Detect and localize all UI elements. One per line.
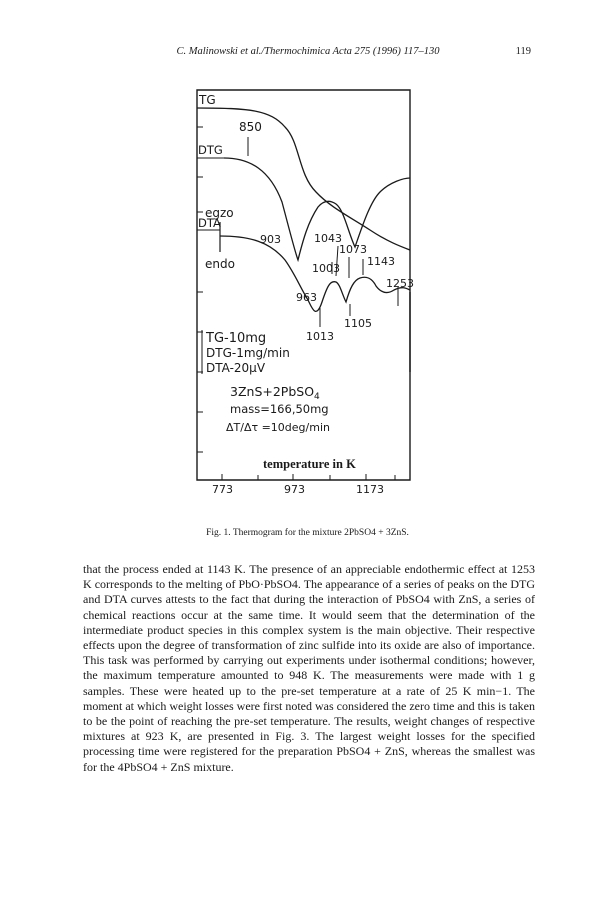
- dta-1013-label: 1013: [306, 330, 334, 343]
- exo-label: egzo: [205, 206, 234, 220]
- dta-1073-label: 1073: [339, 243, 367, 256]
- x-axis-label: temperature in K: [263, 457, 356, 471]
- tg-setting: TG-10mg: [206, 331, 267, 346]
- dta-963-label: 963: [296, 291, 317, 304]
- dtg-curve-label: DTG: [198, 143, 223, 157]
- tick-1173: 1173: [356, 483, 384, 496]
- dta-1253-label: 1253: [386, 277, 414, 290]
- running-header: [85, 46, 531, 60]
- endo-label: endo: [205, 257, 235, 271]
- left-axis-ticks: [197, 127, 203, 452]
- dtg-setting: DTG-1mg/min: [206, 346, 290, 360]
- tg-curve-label: TG: [199, 93, 216, 107]
- dta-curve-label: DTA: [198, 216, 221, 230]
- bottom-axis-ticks: [222, 474, 395, 480]
- body-paragraph: that the process ended at 1143 K. The presence of an appreciable endothermic effect at 1253 K corresponds to the melting of PbO·PbSO4. The appearance of a series of peaks on the DTG and DTA curves attests to the fact that during the interaction of PbSO4 with ZnS, a series of chemical reactions occur at the same time. It would seem that the determination of the intermediate product species in this complex system is the main objective. Their respective effects upon the degree of transformation of zinc sulfide into its oxide are also of importance. This task was performed by carrying out experiments under isothermal conditions; however, the maximum temperature amounted to 948 K. The measurements were made with 1 g samples. These were heated up to the pre-set temperature at a rate of 25 K min−1. The moment at which weight losses were first noted was considered the zero time and this is taken to be the point of reaching the pre-set temperature. The results, weight changes of respective mixtures at 923 K, are presented in Fig. 3. The largest weight losses for the specified processing time were registered for the preparation PbSO4 + ZnS, whereas the smallest was for the 4PbSO4 + ZnS mixture.: [83, 562, 535, 774]
- figure-caption: Fig. 1. Thermogram for the mixture 2PbSO4 + 3ZnS.: [206, 528, 409, 538]
- dta-1143-label: 1143: [367, 255, 395, 268]
- running-head: C. Malinowski et al./Thermochimica Acta 275 (1996) 117–130: [176, 46, 440, 57]
- sample-mixture: 3ZnS+2PbSO$_4$: [230, 384, 320, 402]
- heating-rate: ΔT/Δτ =10deg/min: [226, 421, 330, 434]
- tg-850-label: 850: [239, 120, 262, 134]
- tick-773: 773: [212, 483, 233, 496]
- page-number: 119: [515, 46, 531, 57]
- dta-1043-label: 1043: [314, 232, 342, 245]
- body-text: [83, 562, 535, 775]
- dta-1105-label: 1105: [344, 317, 372, 330]
- dta-setting: DTA-20µV: [206, 361, 266, 375]
- tick-973: 973: [284, 483, 305, 496]
- tg-curve: [197, 108, 410, 250]
- sample-mass: mass=166,50mg: [230, 402, 329, 416]
- dta-1003-label: 1003: [312, 262, 340, 275]
- dta-903-label: 903: [260, 233, 281, 246]
- thermogram-plot: [190, 82, 420, 512]
- thermogram-figure: [190, 82, 420, 512]
